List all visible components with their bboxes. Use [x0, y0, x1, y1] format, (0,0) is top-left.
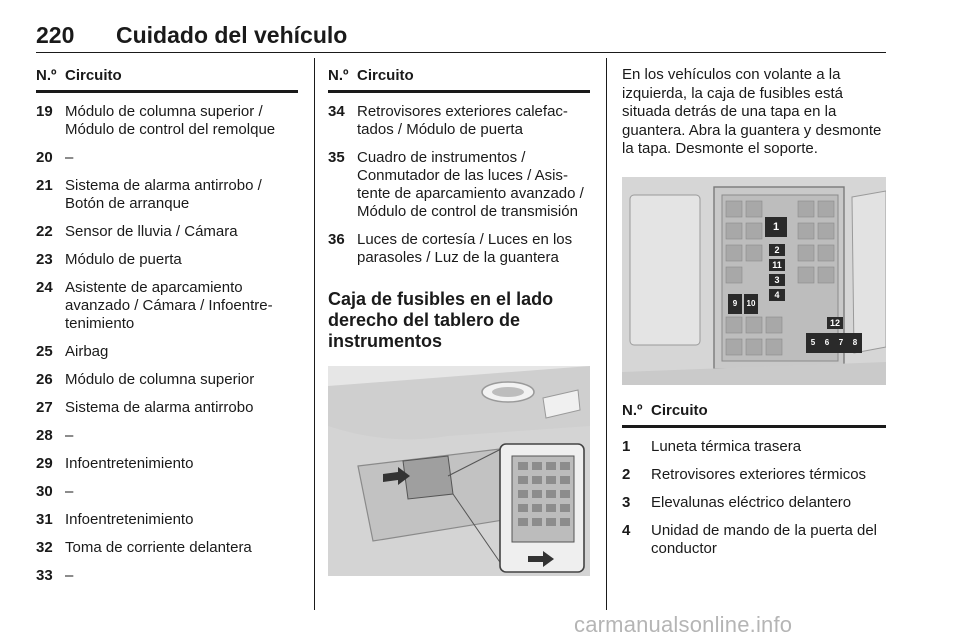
circuit-text: Cuadro de instrumentos / Conmutador de las luces / Asistente de aparcamiento avanzado / Módulo de control de transmisión — [357, 149, 584, 220]
left-column — [36, 66, 298, 585]
header-number: N.º — [328, 67, 349, 84]
fuse-number: 25 — [36, 343, 53, 360]
fuse-number: 3 — [622, 493, 631, 511]
glovebox-illustration — [328, 366, 590, 576]
circuit-text: Módulo de columna superior — [65, 371, 255, 388]
circuit-text: Infoentretenimiento — [65, 511, 194, 528]
circuit-text: Retrovisores exteriores térmicos — [651, 465, 867, 483]
circuit-text: Luces de cortesía / Luces en los parasoles / Luz de la guantera — [357, 231, 573, 266]
circuit-text: Infoentretenimiento — [65, 455, 194, 472]
circuit-text: Módulo de puerta — [65, 251, 182, 268]
circuit-text: – — [65, 427, 74, 444]
table-row — [36, 343, 298, 361]
fusebox-drawing — [622, 177, 886, 385]
fuse-number: 29 — [36, 455, 53, 472]
fuse-label: 6 — [820, 333, 834, 353]
fuse-number: 34 — [328, 103, 345, 120]
fuse-number: 20 — [36, 149, 53, 166]
fuse-number: 27 — [36, 399, 53, 416]
right-column — [622, 66, 886, 558]
circuit-text: Elevalunas eléctrico delantero — [651, 493, 852, 511]
table-row — [622, 522, 886, 558]
circuit-text: Sensor de lluvia / Cámara — [65, 223, 238, 240]
fuse-label: 3 — [769, 274, 785, 286]
circuit-table-header — [36, 66, 298, 93]
table-row — [36, 511, 298, 529]
header-number: N.º — [622, 401, 643, 419]
fuse-number: 28 — [36, 427, 53, 444]
table-row — [622, 466, 886, 484]
fuse-number: 19 — [36, 103, 53, 120]
table-row — [36, 251, 298, 269]
fuse-label: 5 — [806, 333, 820, 353]
fuse-number: 24 — [36, 279, 53, 296]
fuse-number: 2 — [622, 465, 631, 483]
table-row — [622, 438, 886, 456]
fusebox-illustration — [622, 177, 886, 385]
circuit-text: – — [65, 567, 74, 584]
fuse-label: 12 — [827, 317, 843, 329]
fuse-label: 1 — [765, 217, 787, 237]
fuse-number: 33 — [36, 567, 53, 584]
circuit-text: Asistente de aparcamiento avanzado / Cámara / Infoentretenimiento — [65, 279, 273, 332]
section-heading: Caja de fusibles en el lado derecho del tablero de instrumentos — [328, 289, 554, 351]
table-row — [36, 539, 298, 557]
fuse-label: 11 — [769, 259, 785, 271]
fuse-label: 9 — [728, 294, 742, 314]
fuse-number: 30 — [36, 483, 53, 500]
fuse-label: 2 — [769, 244, 785, 256]
fuse-number: 32 — [36, 539, 53, 556]
circuit-table-header — [622, 401, 886, 428]
circuit-text: – — [65, 483, 74, 500]
circuit-text: Unidad de mando de la puerta del conductor — [651, 521, 877, 557]
fuse-number: 36 — [328, 231, 345, 248]
circuit-text: Airbag — [65, 343, 109, 360]
column-divider-left — [314, 58, 315, 610]
circuit-text: Retrovisores exteriores calefactados / Módulo de puerta — [357, 103, 568, 138]
fuse-number: 21 — [36, 177, 53, 194]
circuit-text: Sistema de alarma antirrobo — [65, 399, 254, 416]
header-circuit: Circuito — [357, 67, 414, 84]
header-circuit: Circuito — [651, 401, 708, 419]
column-divider-right — [606, 58, 607, 610]
fuse-number: 22 — [36, 223, 53, 240]
glovebox-drawing — [328, 366, 590, 576]
fuse-label: 8 — [848, 333, 862, 353]
table-row — [36, 177, 298, 213]
watermark: carmanualsonline.info — [574, 612, 793, 637]
table-row — [36, 149, 298, 167]
table-row — [36, 223, 298, 241]
circuit-text: – — [65, 149, 74, 166]
fuse-label: 10 — [744, 294, 758, 314]
table-row — [328, 231, 590, 267]
table-row — [328, 149, 590, 221]
table-row — [36, 455, 298, 473]
table-row — [622, 494, 886, 512]
table-row — [36, 371, 298, 389]
fuse-number: 35 — [328, 149, 345, 166]
table-row — [36, 483, 298, 501]
table-row — [36, 279, 298, 333]
fuse-number: 1 — [622, 437, 631, 455]
circuit-text: Módulo de columna superior / Módulo de control del remolque — [65, 103, 276, 138]
table-row — [36, 103, 298, 139]
fuse-number: 4 — [622, 521, 631, 539]
page-header — [36, 18, 886, 53]
circuit-text: Sistema de alarma antirrobo / Botón de arranque — [65, 177, 262, 212]
table-row — [36, 427, 298, 445]
fuse-number: 26 — [36, 371, 53, 388]
fusebox-instructions: En los vehículos con volante a la izquierda, la caja de fusibles está situada detrás de una tapa en la guantera. Abra la guantera y desmonte la tapa. Desmonte el soporte. — [622, 66, 882, 157]
circuit-text: Toma de corriente delantera — [65, 539, 252, 556]
page-number: 220 — [36, 22, 75, 48]
header-number: N.º — [36, 67, 57, 84]
fuse-number: 31 — [36, 511, 53, 528]
table-row — [328, 103, 590, 139]
fuse-number: 23 — [36, 251, 53, 268]
fuse-label: 4 — [769, 289, 785, 301]
circuit-text: Luneta térmica trasera — [651, 437, 802, 455]
header-circuit: Circuito — [65, 67, 122, 84]
table-row — [36, 567, 298, 585]
table-row — [36, 399, 298, 417]
page-title: Cuidado del vehículo — [116, 22, 348, 48]
middle-column — [328, 66, 590, 576]
fuse-label: 7 — [834, 333, 848, 353]
circuit-table-header — [328, 66, 590, 93]
circuit-table — [622, 401, 886, 558]
